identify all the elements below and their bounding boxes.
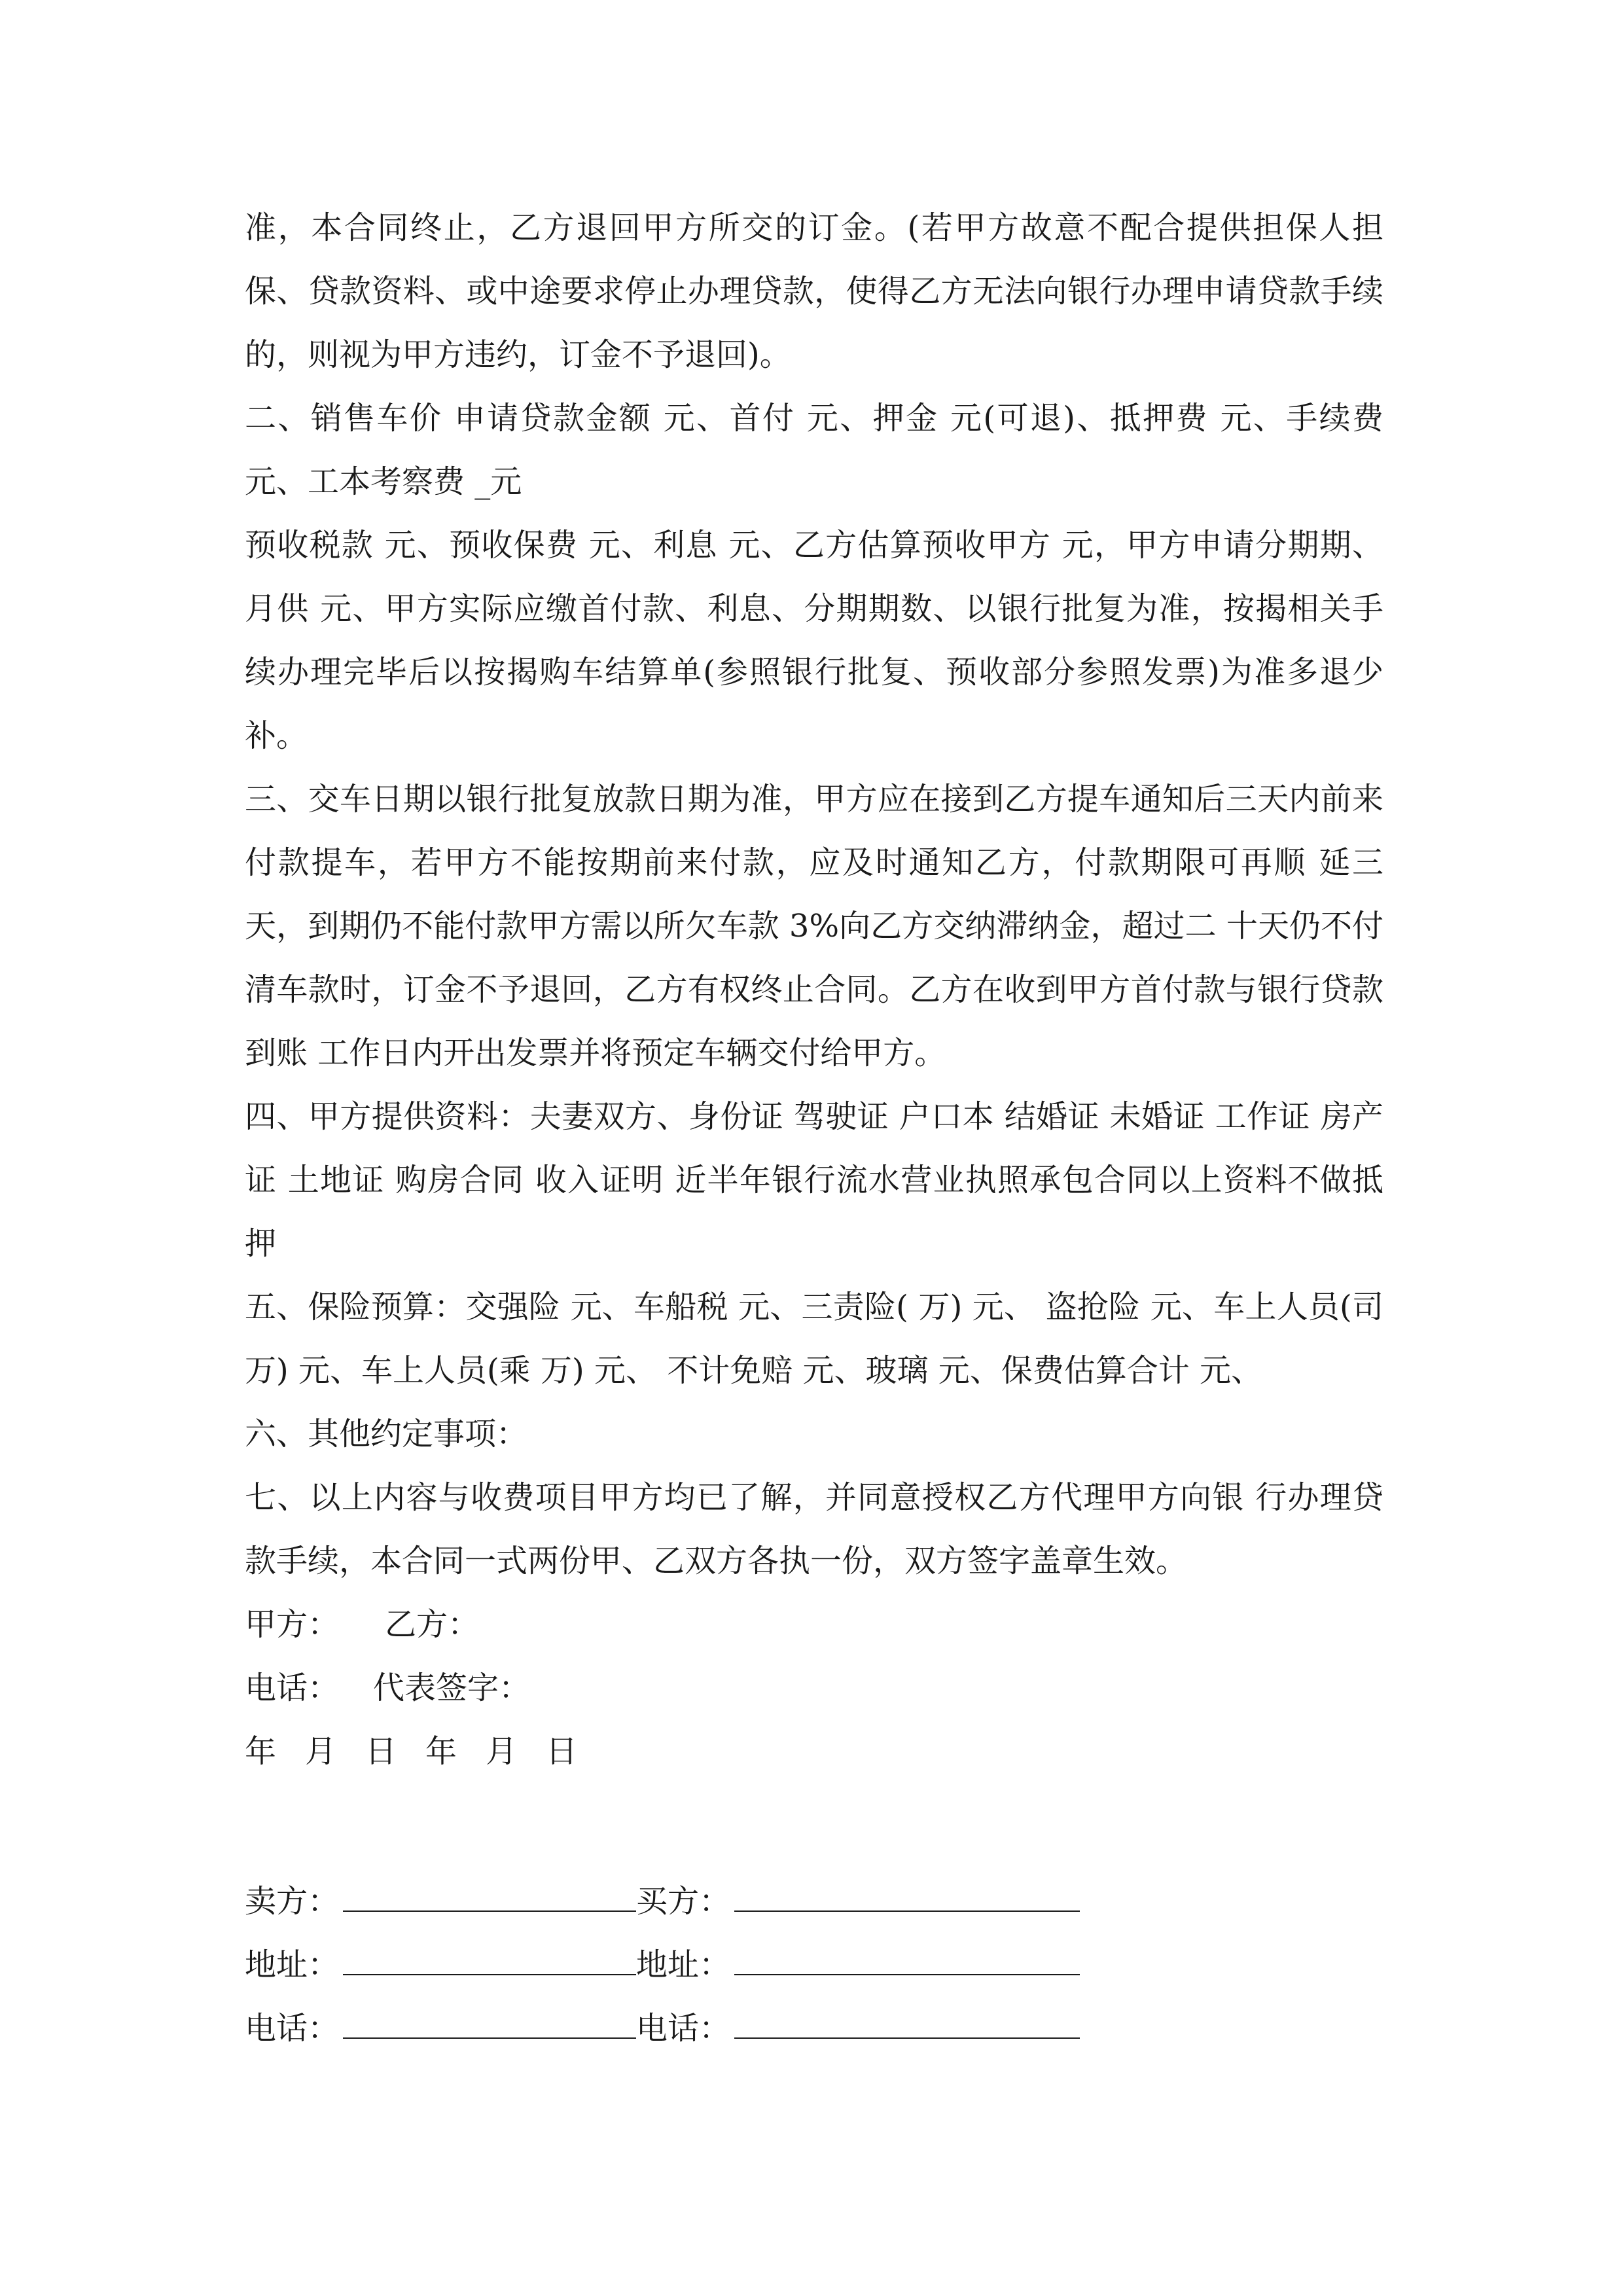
buyer-blank-line[interactable] [734,1910,1080,1912]
date-year-b: 年 [425,1733,457,1770]
paragraph-prepayment: 预收税款 元、预收保费 元、利息 元、乙方估算预收甲方 元，甲方申请分期期、月供 元、甲方实际应缴首付款、利息、分期期数、以银行批复为准，按揭相关手续办理完毕后以按揭购车结算单(参照银行批复、预收部分参照发票)为准多退少补。 [245,527,1383,754]
seller-phone-label: 电话： [245,2010,340,2047]
party-a-label: 甲方： [245,1606,340,1643]
paragraph-pricing: 二、销售车价 申请贷款金额 元、首付 元、押金 元(可退)、抵押费 元、手续费 元、工本考察费 _元 [245,400,1383,500]
footer-row-address [245,1921,1161,1984]
buyer-phone-label: 电话： [636,2010,731,2047]
seller-phone-blank-line[interactable] [343,2037,636,2039]
signature-date-line [245,1720,1383,1784]
footer-row-seller [245,1857,1161,1921]
paragraph-documents: 四、甲方提供资料：夫妻双方、身份证 驾驶证 户口本 结婚证 未婚证 工作证 房产证 土地证 购房合同 收入证明 近半年银行流水营业执照承包合同以上资料不做抵押 [245,1098,1383,1262]
buyer-address-blank-line[interactable] [734,1974,1080,1975]
paragraph-other-terms: 六、其他约定事项： [245,1416,528,1452]
paragraph-authorization: 七、以上内容与收费项目甲方均已了解，并同意授权乙方代理甲方向银 行办理贷款手续，本合同一式两份甲、乙双方各执一份，双方签字盖章生效。 [245,1479,1383,1579]
seller-label: 卖方： [245,1883,340,1920]
seller-address-label: 地址： [245,1946,340,1983]
footer-row-phone [245,1984,1161,2048]
phone-label: 电话： [245,1670,340,1706]
seller-address-blank-line[interactable] [343,1974,636,1975]
contract-body [245,196,1383,1784]
date-month-a: 月 [305,1733,337,1770]
buyer-phone-blank-line[interactable] [734,2037,1080,2039]
signature-parties-line [245,1593,1383,1657]
paragraph-delivery: 三、交车日期以银行批复放款日期为准，甲方应在接到乙方提车通知后三天内前来付款提车，若甲方不能按期前来付款，应及时通知乙方，付款期限可再顺 延三天，到期仍不能付款甲方需以所欠车款 3%向乙方交纳滞纳金，超过二 十天仍不付清车款时，订金不予退回，乙方有权终止合同。乙方在收到甲方首付款与银行贷款到账 工作日内开出发票并将预定车辆交付给甲方。 [245,781,1383,1071]
footer-signature-table [245,1857,1161,2048]
party-b-label: 乙方： [385,1606,480,1643]
rep-sign-label: 代表签字： [373,1670,531,1706]
signature-phone-line [245,1657,1383,1720]
paragraph-termination: 准，本合同终止，乙方退回甲方所交的订金。(若甲方故意不配合提供担保人担保、贷款资料、或中途要求停止办理贷款，使得乙方无法向银行办理申请贷款手续的，则视为甲方违约，订金不予退回)。 [245,209,1383,373]
date-day-b: 日 [546,1733,578,1770]
date-day-a: 日 [365,1733,397,1770]
buyer-label: 买方： [636,1883,731,1920]
buyer-address-label: 地址： [636,1946,731,1983]
date-year-a: 年 [245,1733,277,1770]
date-month-b: 月 [486,1733,518,1770]
seller-blank-line[interactable] [343,1910,636,1912]
paragraph-insurance: 五、保险预算：交强险 元、车船税 元、三责险( 万) 元、 盗抢险 元、车上人员(司 万) 元、车上人员(乘 万) 元、 不计免赔 元、玻璃 元、保费估算合计 元、 [245,1289,1383,1389]
